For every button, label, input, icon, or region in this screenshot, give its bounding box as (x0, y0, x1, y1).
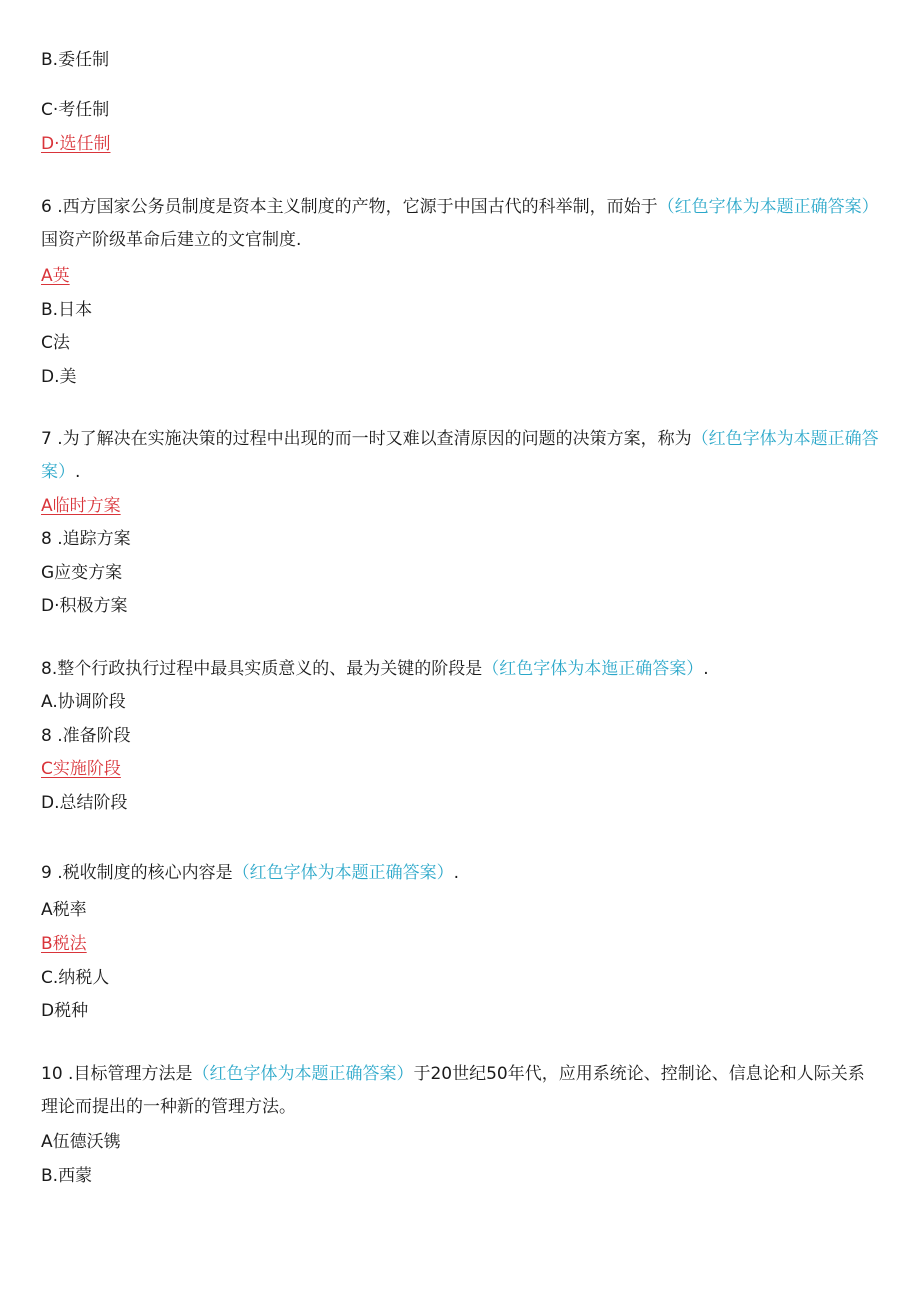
q8-answer-hint: （红色字体为本迤正确答案） (482, 659, 704, 679)
q8-option-b: 8 .准备阶段 (41, 726, 131, 746)
q7-stem-post: . (75, 462, 81, 482)
q7-option-c: G应变方案 (41, 563, 123, 583)
q6-answer-hint: （红色字体为本题正确答案） (657, 197, 879, 217)
q10-option-b: B.西蒙 (41, 1166, 93, 1186)
q9-option-c: C.纳税人 (41, 968, 110, 988)
q6-option-a-correct: A英 (41, 266, 70, 286)
q7-option-a-correct: A临时方案 (41, 496, 121, 516)
q8-stem-pre: 8.整个行政执行过程中最具实质意义的、最为关键的阶段是 (41, 659, 483, 679)
q8-option-c-correct: C实施阶段 (41, 759, 121, 779)
q8-option-d: D.总结阶段 (41, 793, 128, 813)
q9-answer-hint: （红色字体为本题正确答案） (232, 863, 454, 883)
q7-stem-pre: 7 .为了解决在实施决策的过程中出现的而一时又难以查清原因的问题的决策方案，称为 (41, 429, 692, 449)
q10-stem-pre: 10 .目标管理方法是 (41, 1064, 193, 1084)
q9-stem-post: . (453, 863, 460, 883)
q9-stem (41, 862, 459, 884)
q7-answer-hint: （红色字体为本题正确答案） (41, 429, 879, 482)
q9-option-d: D税种 (41, 1001, 89, 1021)
q6-stem (41, 191, 881, 257)
q6-stem-pre: 6 .西方国家公务员制度是资本主义制度的产物，它源于中国古代的科举制，而始于 (41, 197, 658, 217)
q5-option-d-correct: D·选任制 (41, 134, 111, 154)
q6-stem-post: 国资产阶级革命后建立的文官制度. (41, 230, 302, 250)
q7-stem (41, 423, 881, 489)
q7-option-d: D·积极方案 (41, 596, 128, 616)
q5-option-c: C·考任制 (41, 100, 110, 120)
q7-option-b: 8 .追踪方案 (41, 529, 131, 549)
q6-option-d: D.美 (41, 367, 77, 387)
q9-option-b-correct: B税法 (41, 934, 87, 954)
q10-option-a: A伍德沃镌 (41, 1132, 121, 1152)
q6-option-c: C法 (41, 333, 70, 353)
q8-stem-post: . (703, 659, 709, 679)
q10-stem (41, 1058, 881, 1124)
q5-option-b: B.委任制 (41, 50, 110, 70)
q10-answer-hint: （红色字体为本题正确答案） (192, 1064, 414, 1084)
q6-option-b: B.日本 (41, 300, 93, 320)
q8-stem (41, 658, 709, 680)
q9-stem-pre: 9 .税收制度的核心内容是 (41, 863, 233, 883)
q8-option-a: A.协调阶段 (41, 692, 126, 712)
q9-option-a: A税率 (41, 900, 87, 920)
q10-stem-post: 于20世纪50年代，应用系统论、控制论、信息论和人际关系理论而提出的一种新的管理方法。 (41, 1064, 865, 1117)
